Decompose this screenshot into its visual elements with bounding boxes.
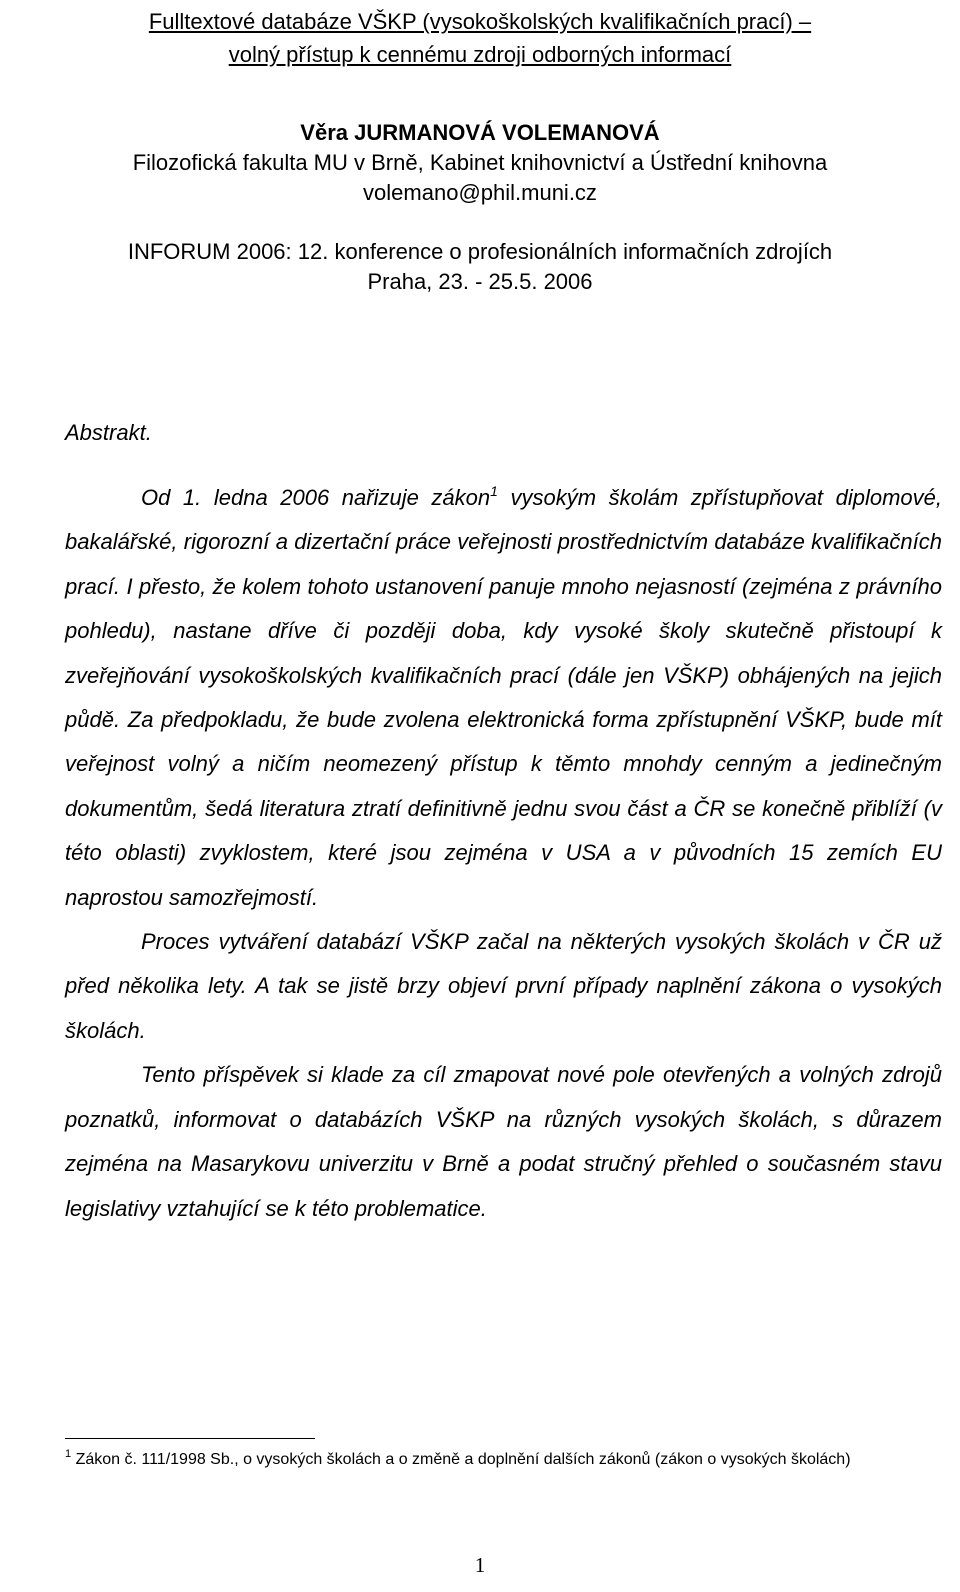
paragraph-1-rest: vysokým školám zpřístupňovat diplomové, bakalářské, rigorozní a dizertační práce veřejnosti prostřednictvím databáze kvalifikačních prací. I přesto, že kolem tohoto ustanovení panuje mnoho nejasností (zejména z právního pohledu), nastane dříve či později doba, kdy vysoké školy skutečně přistoupí k zveřejňování vysokoškolských kvalifikačních prací (dále jen VŠKP) obhájených na jejich půdě. Za předpokladu, že bude zvolena elektronická forma zpřístupnění VŠKP, bude mít veřejnost volný a ničím neomezený přístup k těmto mnohdy cenným a jedinečným dokumentům, šedá literatura ztratí definitivně jednu svou část a ČR se konečně přiblíží (v této oblasti) zvyklostem, které jsou zejména v USA a v původních 15 zemích EU naprostou samozřejmostí. (65, 485, 942, 910)
footnote-number: 1 (65, 1448, 72, 1460)
abstract-paragraph-3: Tento příspěvek si klade za cíl zmapovat nové pole otevřených a volných zdrojů poznatků, informovat o databázích VŠKP na různých vysokých školách, s důrazem zejména na Masarykovu univerzitu v Brně a podat stručný přehled o současném stavu legislativy vztahující se k této problematice. (65, 1062, 942, 1221)
author-email: volemano@phil.muni.cz (363, 180, 597, 205)
author-affiliation: Filozofická fakulta MU v Brně, Kabinet knihovnictví a Ústřední knihovna (132, 150, 828, 175)
footnote-separator (65, 1438, 315, 1439)
footnote-reference: 1 (490, 483, 498, 499)
conference-block (0, 237, 960, 297)
abstract-paragraph-1 (65, 476, 942, 920)
abstract-label: Abstrakt. (65, 420, 152, 445)
author-block (0, 118, 960, 208)
abstract-paragraph-2: Proces vytváření databází VŠKP začal na některých vysokých školách v ČR už před několika lety. A tak se jistě brzy objeví první případy naplnění zákona o vysokých školách. (65, 929, 942, 1043)
title-line-1: Fulltextové databáze VŠKP (vysokoškolských kvalifikačních prací) – (148, 9, 812, 34)
footnote-text: Zákon č. 111/1998 Sb., o vysokých školách a o změně a doplnění dalších zákonů (zákon o vysokých školách) (71, 1451, 851, 1468)
author-name: Věra JURMANOVÁ VOLEMANOVÁ (300, 120, 660, 145)
paper-title (0, 5, 960, 71)
conference-place-date: Praha, 23. - 25.5. 2006 (367, 269, 593, 294)
paragraph-1-start: Od 1. ledna 2006 nařizuje zákon (141, 485, 491, 510)
footnote (65, 1448, 942, 1472)
title-line-2: volný přístup k cennému zdroji odborných informací (228, 42, 732, 67)
page-number: 1 (474, 1553, 486, 1577)
conference-name: INFORUM 2006: 12. konference o profesionálních informačních zdrojích (127, 239, 833, 264)
abstract-body (65, 476, 942, 1231)
